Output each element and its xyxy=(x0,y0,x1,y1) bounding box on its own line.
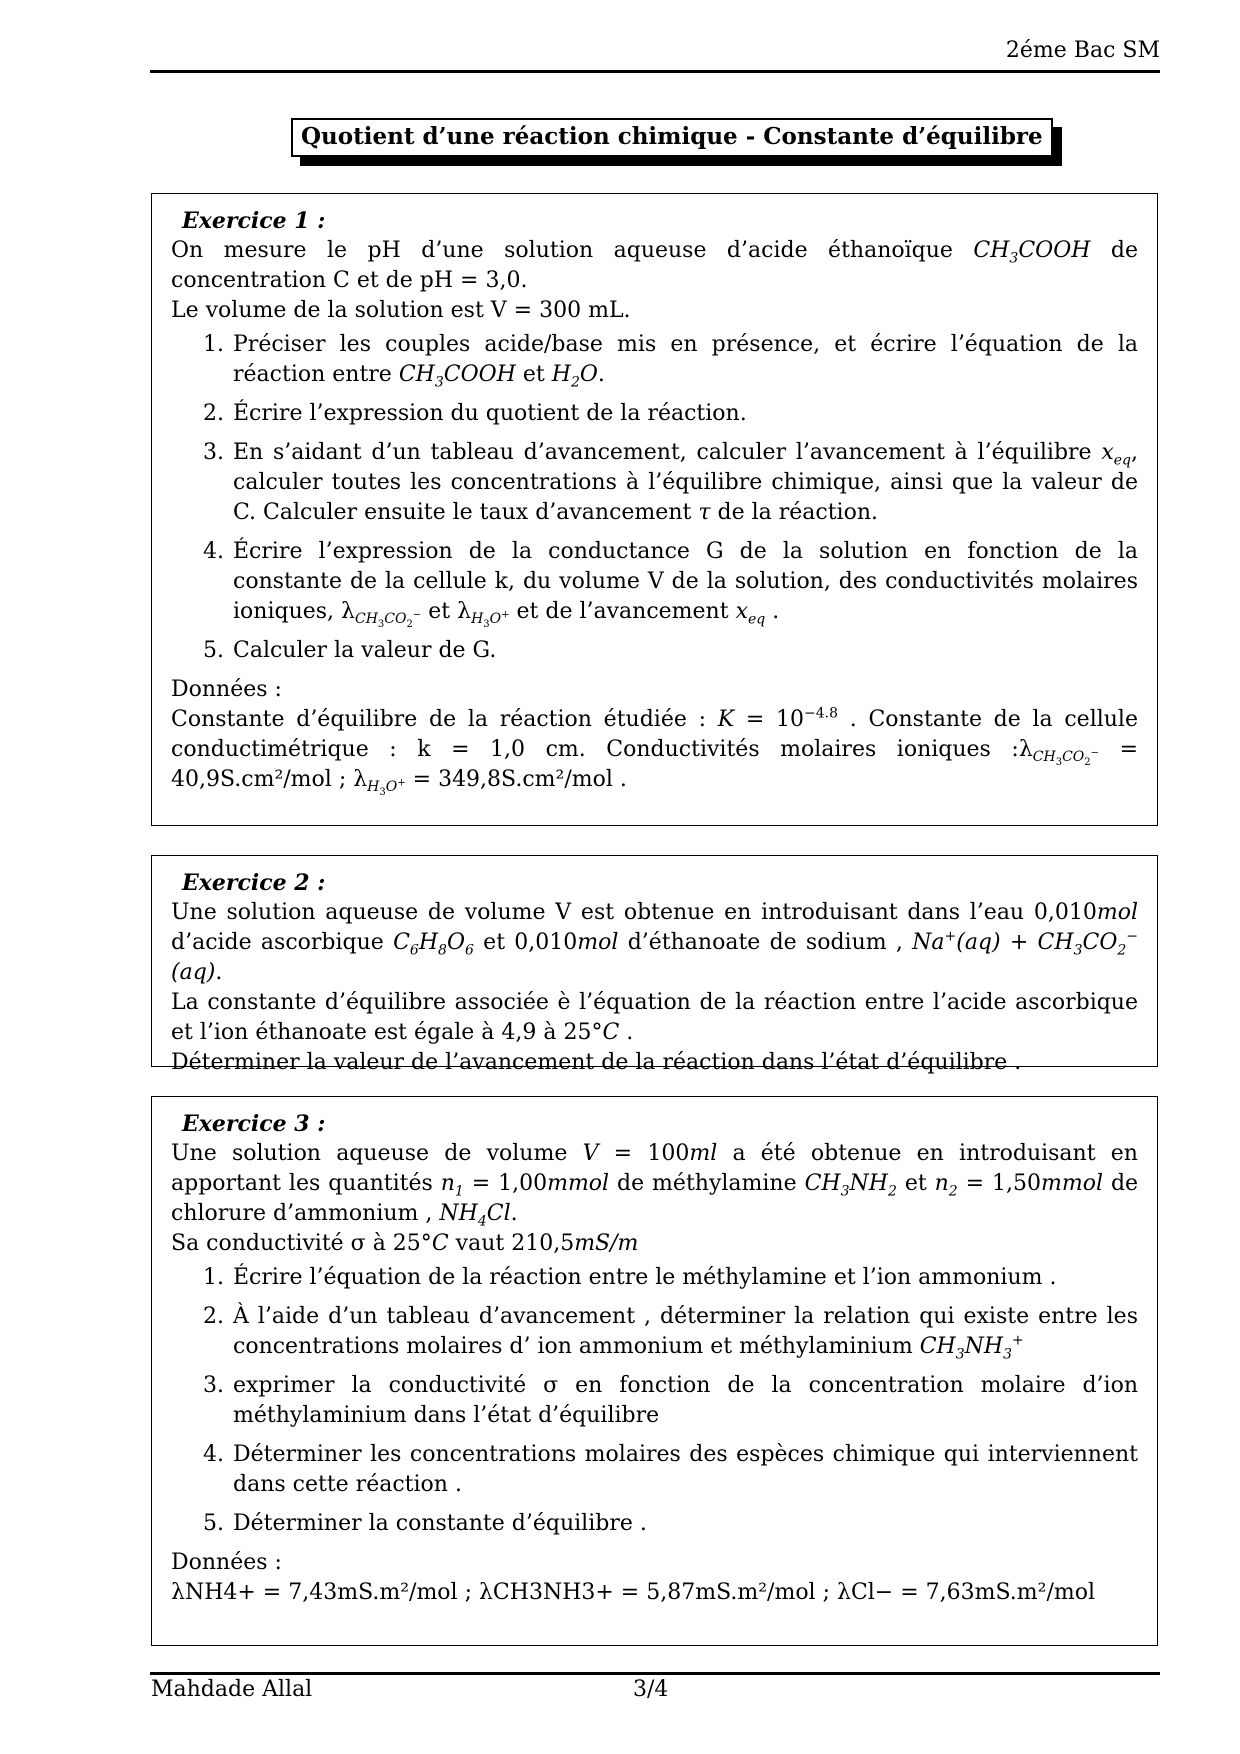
exercise-2-text: Une solution aqueuse de volume V est obtenue en introduisant dans l’eau 0,010mol d’acide ascorbique $C_6H_8O_6$ et 0,010mol d’éthanoate de sodium , $Na^+(aq) + CH_3CO_2^-(aq)$. La constante d’équilibre associée è l’équation de la réaction entre l’acide ascorbique et l’ion éthanoate est égale à 4,9 à 25°C . Déterminer la valeur de l’avancement de la réaction dans l’état d’équilibre . xyxy=(171,900,1139,1075)
footer-rule xyxy=(150,1672,1160,1675)
list-item: 4. Déterminer les concentrations molaires des espèces chimique qui interviennent dans cette réaction . xyxy=(231,1440,1138,1500)
page-title: Quotient d’une réaction chimique - Constante d’équilibre xyxy=(291,118,1053,157)
exercise-2-heading: Exercice 2 : xyxy=(182,870,326,896)
list-item: 1. Écrire l’équation de la réaction entre le méthylamine et l’ion ammonium . xyxy=(231,1263,1138,1293)
exercise-1-data: Données : Constante d’équilibre de la réaction étudiée : $K = 10^{-4.8}$ . Constante de la cellule conductimétrique : k = 1,0 cm. Conductivités molaires ioniques $:\lambda_{CH_3CO_2^-} = 40,9S.cm^2/mol$ ; $\lambda_{H_3O^+} = 349,8S.cm^2/mol$ . xyxy=(171,677,1139,799)
header-rule xyxy=(150,70,1160,73)
exercise-2-box xyxy=(151,855,1158,1075)
list-item: 2. À l’aide d’un tableau d’avancement , déterminer la relation qui existe entre les concentrations molaires d’ ion ammonium et méthylaminium $CH_3NH_3^+$ xyxy=(231,1302,1138,1362)
exercise-3-intro: Une solution aqueuse de volume V = 100ml a été obtenue en introduisant en apportant les quantités $n_1$ = 1,00mmol de méthylamine $CH_3NH_2$ et $n_2$ = 1,50mmol de chlorure d’ammonium , $NH_4Cl$. Sa conductivité σ à 25°C vaut 210,5mS/m xyxy=(171,1141,1139,1256)
header-level: 2éme Bac SM xyxy=(1005,38,1160,63)
list-item: 3. exprimer la conductivité σ en fonction de la concentration molaire d’ion méthylaminium dans l’état d’équilibre xyxy=(231,1371,1138,1431)
list-item: 3. En s’aidant d’un tableau d’avancement, calculer l’avancement à l’équilibre $x_{eq}$, calculer toutes les concentrations à l’équilibre chimique, ainsi que la valeur de C. Calculer ensuite le taux d’avancement τ de la réaction. xyxy=(231,438,1138,528)
exercise-3-data: Données : λNH4+ = 7,43mS.m²/mol ; λCH3NH3+ = 5,87mS.m²/mol ; λCl− = 7,63mS.m²/mol xyxy=(171,1550,1096,1605)
exercise-3-questions xyxy=(171,1263,1138,1539)
exercise-3-box xyxy=(151,1096,1158,1646)
list-item: 5. Calculer la valeur de G. xyxy=(231,636,1138,666)
list-item: 5. Déterminer la constante d’équilibre . xyxy=(231,1509,1138,1539)
page-number: 3/4 xyxy=(633,1677,669,1702)
list-item: 4. Écrire l’expression de la conductance G de la solution en fonction de la constante de la cellule k, du volume V de la solution, des conductivités molaires ioniques, $\lambda_{CH_3CO_2^-}$ et $\lambda_{H_3O^+}$ et de l’avancement $x_{eq}$ . xyxy=(231,537,1138,627)
title-frame xyxy=(291,118,1053,157)
footer-author: Mahdade Allal xyxy=(151,1677,313,1702)
exercise-1-heading: Exercice 1 : xyxy=(182,208,326,234)
exercise-1-box xyxy=(151,193,1158,826)
exercise-3-heading: Exercice 3 : xyxy=(182,1111,326,1137)
exercise-1-intro: On mesure le pH d’une solution aqueuse d’acide éthanoïque $CH_3COOH$ de concentration C et de pH = 3,0. Le volume de la solution est V = 300 mL. xyxy=(171,238,1139,323)
exercise-1-questions xyxy=(171,330,1138,666)
list-item: 2. Écrire l’expression du quotient de la réaction. xyxy=(231,399,1138,429)
list-item: 1. Préciser les couples acide/base mis en présence, et écrire l’équation de la réaction entre $CH_3COOH$ et $H_2O$. xyxy=(231,330,1138,390)
